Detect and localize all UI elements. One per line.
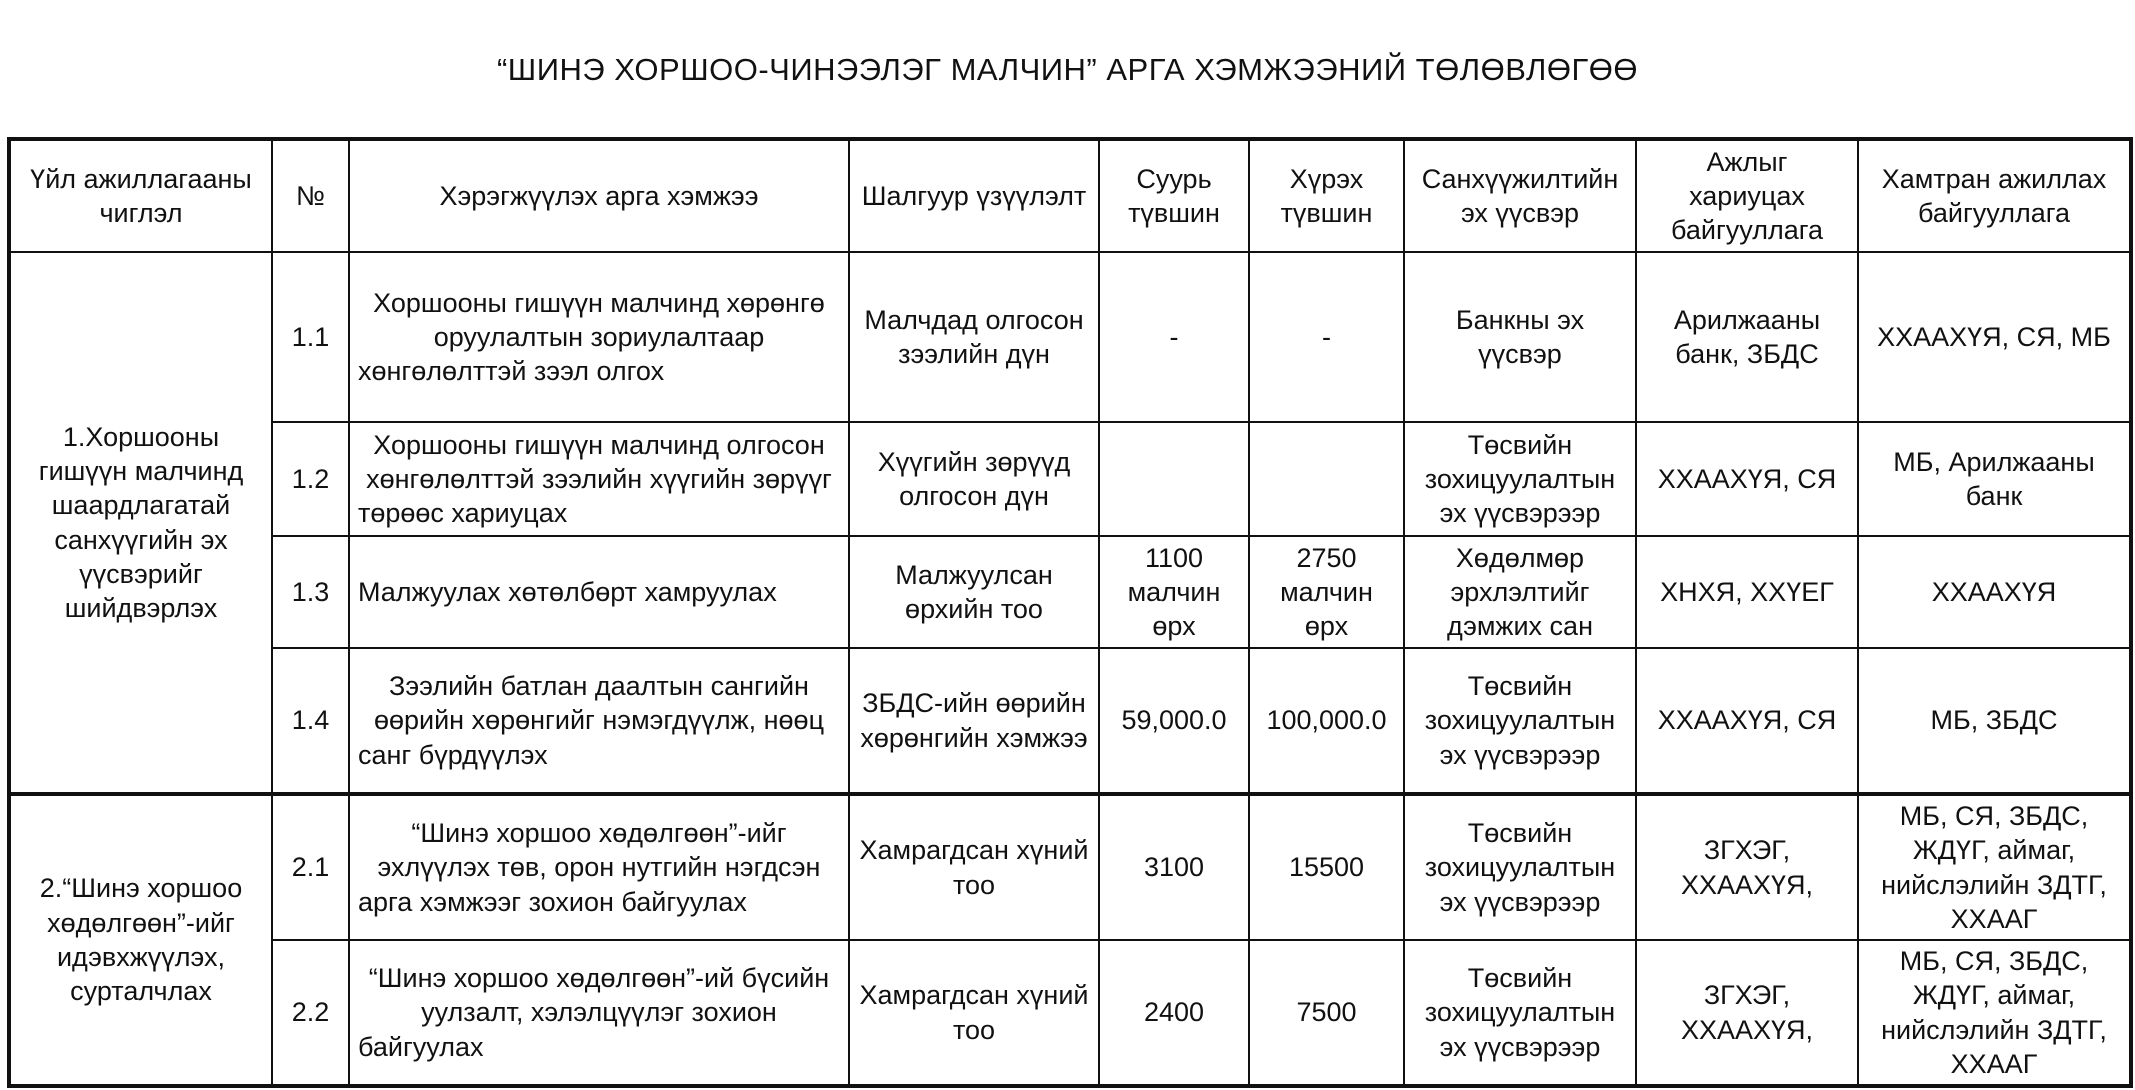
row-baseline: 2400 [1099,940,1249,1086]
table-row [9,422,2131,536]
row-baseline: - [1099,252,1249,422]
header-direction: Үйл ажиллагааны чиглэл [9,139,272,252]
header-baseline: Суурь түвшин [1099,139,1249,252]
row-indicator: Малчдад олгосон зээлийн дүн [849,252,1099,422]
row-target: 15500 [1249,794,1404,940]
header-indicator: Шалгуур үзүүлэлт [849,139,1099,252]
row-funding: Банкны эх үүсвэр [1404,252,1636,422]
row-number: 1.2 [272,422,349,536]
group-direction: 2.“Шинэ хоршоо хөдөлгөөн”-ийг идэвхжүүлэх, сурталчлах [9,794,272,1086]
table-row [9,252,2131,422]
row-target: 7500 [1249,940,1404,1086]
row-funding: Төсвийн зохицуулалтын эх үүсвэрээр [1404,794,1636,940]
row-funding: Төсвийн зохицуулалтын эх үүсвэрээр [1404,422,1636,536]
header-action: Хэрэгжүүлэх арга хэмжээ [349,139,849,252]
table-row [9,536,2131,648]
row-action: Малжуулах хөтөлбөрт хамруулах [349,536,849,648]
row-partner: МБ, ЗБДС [1858,648,2131,794]
page-title: “ШИНЭ ХОРШОО-ЧИНЭЭЛЭГ МАЛЧИН” АРГА ХЭМЖЭЭНИЙ ТӨЛӨВЛӨГӨӨ [496,52,1638,87]
table-row [9,648,2131,794]
table-row [9,794,2131,940]
row-number: 2.1 [272,794,349,940]
row-baseline: 3100 [1099,794,1249,940]
header-number: № [272,139,349,252]
row-action: Хоршооны гишүүн малчинд хөрөнгө оруулалтын зориулалтаар хөнгөлөлттэй зээл олгох [349,252,849,422]
row-baseline: 59,000.0 [1099,648,1249,794]
row-partner: МБ, Арилжааны банк [1858,422,2131,536]
row-indicator: ЗБДС-ийн өөрийн хөрөнгийн хэмжээ [849,648,1099,794]
row-indicator: Хамрагдсан хүний тоо [849,940,1099,1086]
row-indicator: Хамрагдсан хүний тоо [849,794,1099,940]
action-plan-table [7,137,2133,1088]
row-target: 2750 малчин өрх [1249,536,1404,648]
row-responsible: ХХААХҮЯ, СЯ [1636,422,1858,536]
row-responsible: Арилжааны банк, ЗБДС [1636,252,1858,422]
row-action: “Шинэ хоршоо хөдөлгөөн”-ий бүсийн уулзалт, хэлэлцүүлэг зохион байгуулах [349,940,849,1086]
row-action: Хоршооны гишүүн малчинд олгосон хөнгөлөлттэй зээлийн хүүгийн зөрүүг төрөөс хариуцах [349,422,849,536]
row-target: - [1249,252,1404,422]
row-indicator: Хүүгийн зөрүүд олгосон дүн [849,422,1099,536]
row-baseline [1099,422,1249,536]
header-funding: Санхүүжилтийн эх үүсвэр [1404,139,1636,252]
row-number: 1.3 [272,536,349,648]
row-target: 100,000.0 [1249,648,1404,794]
row-action: Зээлийн батлан даалтын сангийн өөрийн хөрөнгийг нэмэгдүүлж, нөөц санг бүрдүүлэх [349,648,849,794]
row-funding: Хөдөлмөр эрхлэлтийг дэмжих сан [1404,536,1636,648]
row-responsible: ЗГХЭГ, ХХААХҮЯ, [1636,794,1858,940]
group-direction: 1.Хоршооны гишүүн малчинд шаардлагатай санхүүгийн эх үүсвэрийг шийдвэрлэх [9,252,272,794]
row-action: “Шинэ хоршоо хөдөлгөөн”-ийг эхлүүлэх төв, орон нутгийн нэгдсэн арга хэмжээг зохион байгуулах [349,794,849,940]
header-responsible: Ажлыг хариуцах байгууллага [1636,139,1858,252]
row-baseline: 1100 малчин өрх [1099,536,1249,648]
row-indicator: Малжуулсан өрхийн тоо [849,536,1099,648]
header-target: Хүрэх түвшин [1249,139,1404,252]
header-partner: Хамтран ажиллах байгууллага [1858,139,2131,252]
row-number: 1.1 [272,252,349,422]
row-responsible: ХХААХҮЯ, СЯ [1636,648,1858,794]
row-partner: ХХААХҮЯ, СЯ, МБ [1858,252,2131,422]
row-responsible: ХНХЯ, ХХҮЕГ [1636,536,1858,648]
table-row [9,940,2131,1086]
row-target [1249,422,1404,536]
row-number: 2.2 [272,940,349,1086]
row-partner: ХХААХҮЯ [1858,536,2131,648]
row-responsible: ЗГХЭГ, ХХААХҮЯ, [1636,940,1858,1086]
row-partner: МБ, СЯ, ЗБДС, ЖДҮГ, аймаг, нийслэлийн ЗДТГ, ХХААГ [1858,794,2131,940]
table-header-row [9,139,2131,252]
row-funding: Төсвийн зохицуулалтын эх үүсвэрээр [1404,940,1636,1086]
row-number: 1.4 [272,648,349,794]
row-funding: Төсвийн зохицуулалтын эх үүсвэрээр [1404,648,1636,794]
row-partner: МБ, СЯ, ЗБДС, ЖДҮГ, аймаг, нийслэлийн ЗДТГ, ХХААГ [1858,940,2131,1086]
